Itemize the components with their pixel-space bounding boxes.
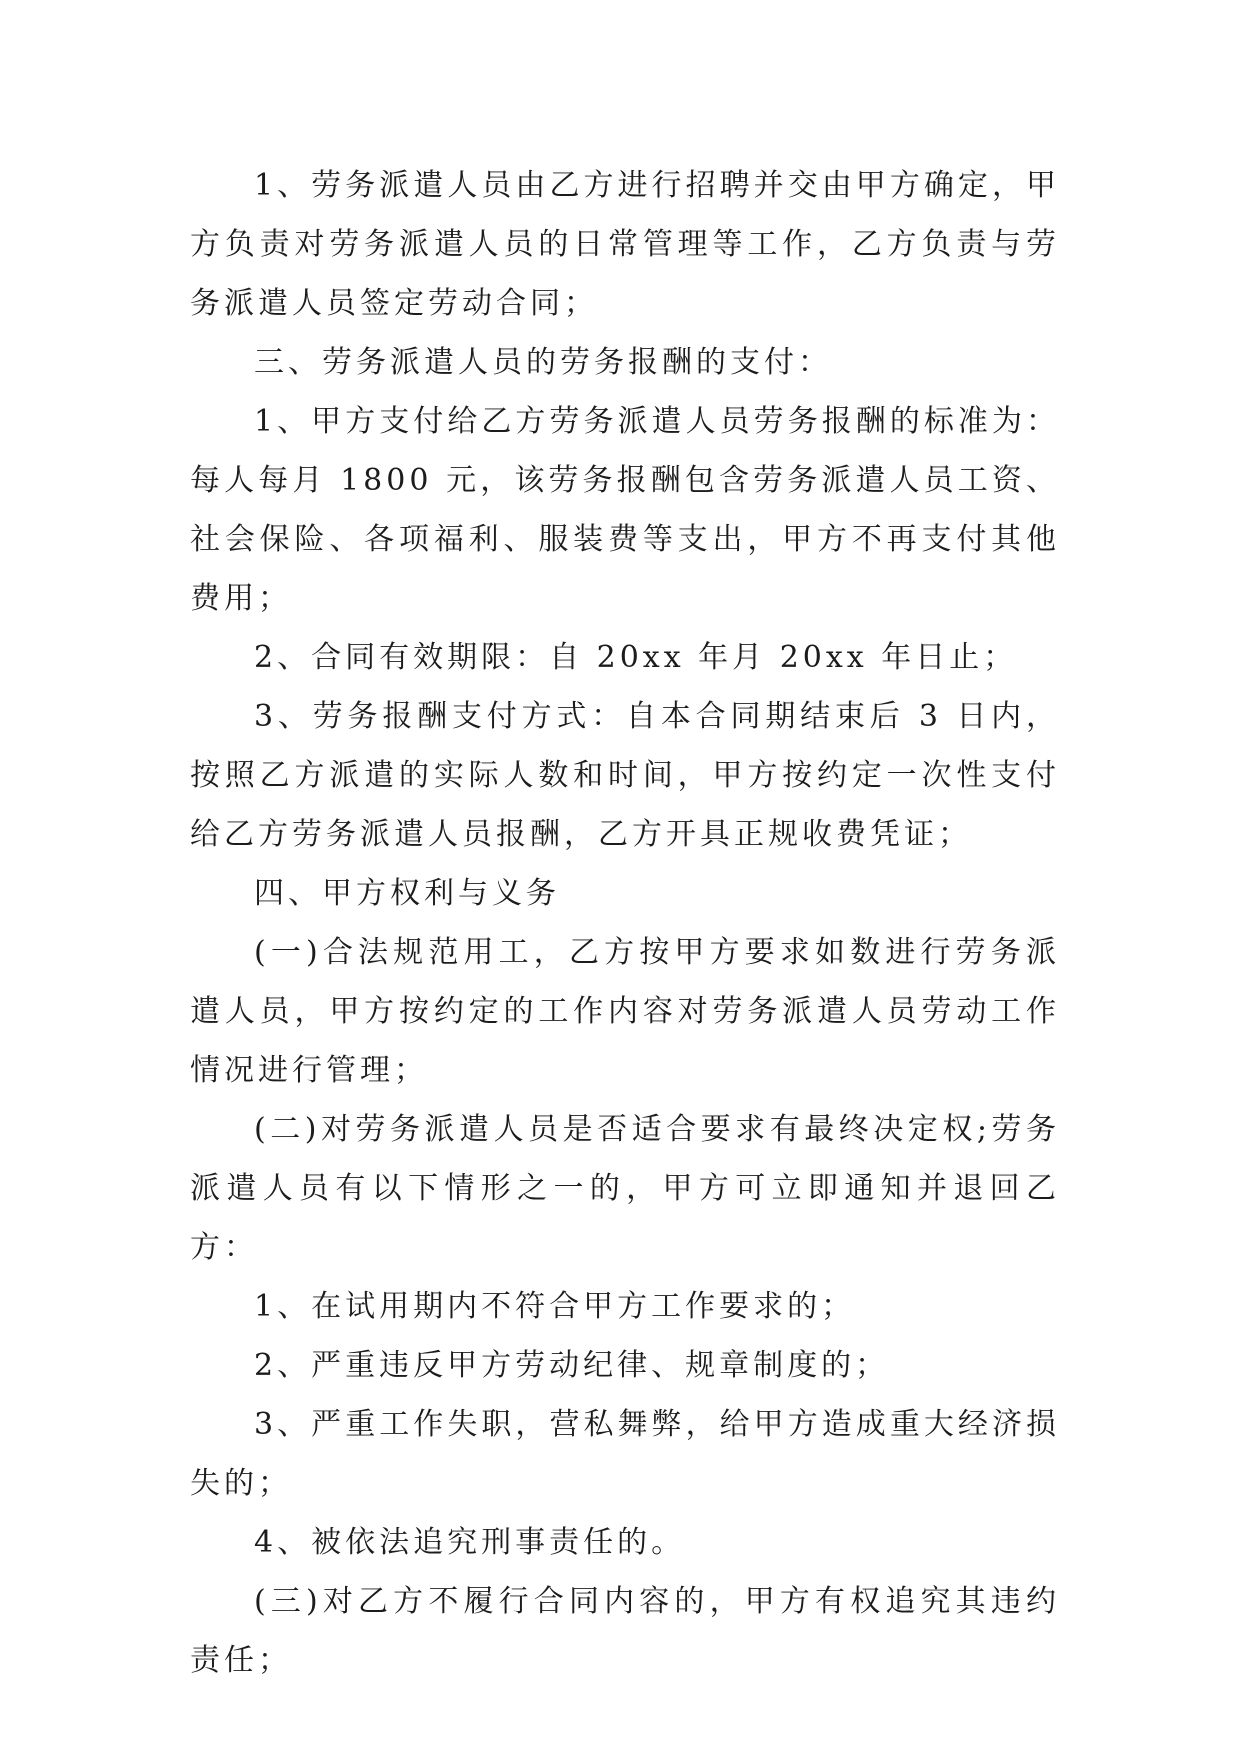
paragraph-4: 2、合同有效期限：自 20xx 年月 20xx 年日止； <box>254 640 1018 675</box>
paragraph-3: 1、甲方支付给乙方劳务派遣人员劳务报酬的标准为：每人每月 1800 元，该劳务报酬包含劳务派遣人员工资、社会保险、各项福利、服装费等支出，甲方不再支付其他费用； <box>190 404 1060 616</box>
paragraph-12: 4、被依法追究刑事责任的。 <box>254 1525 686 1560</box>
document-body <box>190 156 1060 1690</box>
paragraph-8: (二)对劳务派遣人员是否适合要求有最终决定权;劳务派遣人员有以下情形之一的，甲方可立即通知并退回乙方： <box>190 1112 1060 1265</box>
paragraph-10: 2、严重违反甲方劳动纪律、规章制度的； <box>254 1348 890 1383</box>
paragraph-5: 3、劳务报酬支付方式：自本合同期结束后 3 日内，按照乙方派遣的实际人数和时间，甲方按约定一次性支付给乙方劳务派遣人员报酬，乙方开具正规收费凭证； <box>190 699 1060 852</box>
paragraph-9: 1、在试用期内不符合甲方工作要求的； <box>254 1289 856 1324</box>
paragraph-11: 3、严重工作失职，营私舞弊，给甲方造成重大经济损失的； <box>190 1407 1060 1501</box>
section-heading-3: 三、劳务派遣人员的劳务报酬的支付： <box>254 345 832 380</box>
section-heading-4: 四、甲方权利与义务 <box>254 876 560 911</box>
paragraph-1: 1、劳务派遣人员由乙方进行招聘并交由甲方确定，甲方负责对劳务派遣人员的日常管理等工作，乙方负责与劳务派遣人员签定劳动合同； <box>190 168 1060 321</box>
paragraph-13: (三)对乙方不履行合同内容的，甲方有权追究其违约责任； <box>190 1584 1060 1678</box>
paragraph-7: (一)合法规范用工，乙方按甲方要求如数进行劳务派遣人员，甲方按约定的工作内容对劳务派遣人员劳动工作情况进行管理； <box>190 935 1060 1088</box>
